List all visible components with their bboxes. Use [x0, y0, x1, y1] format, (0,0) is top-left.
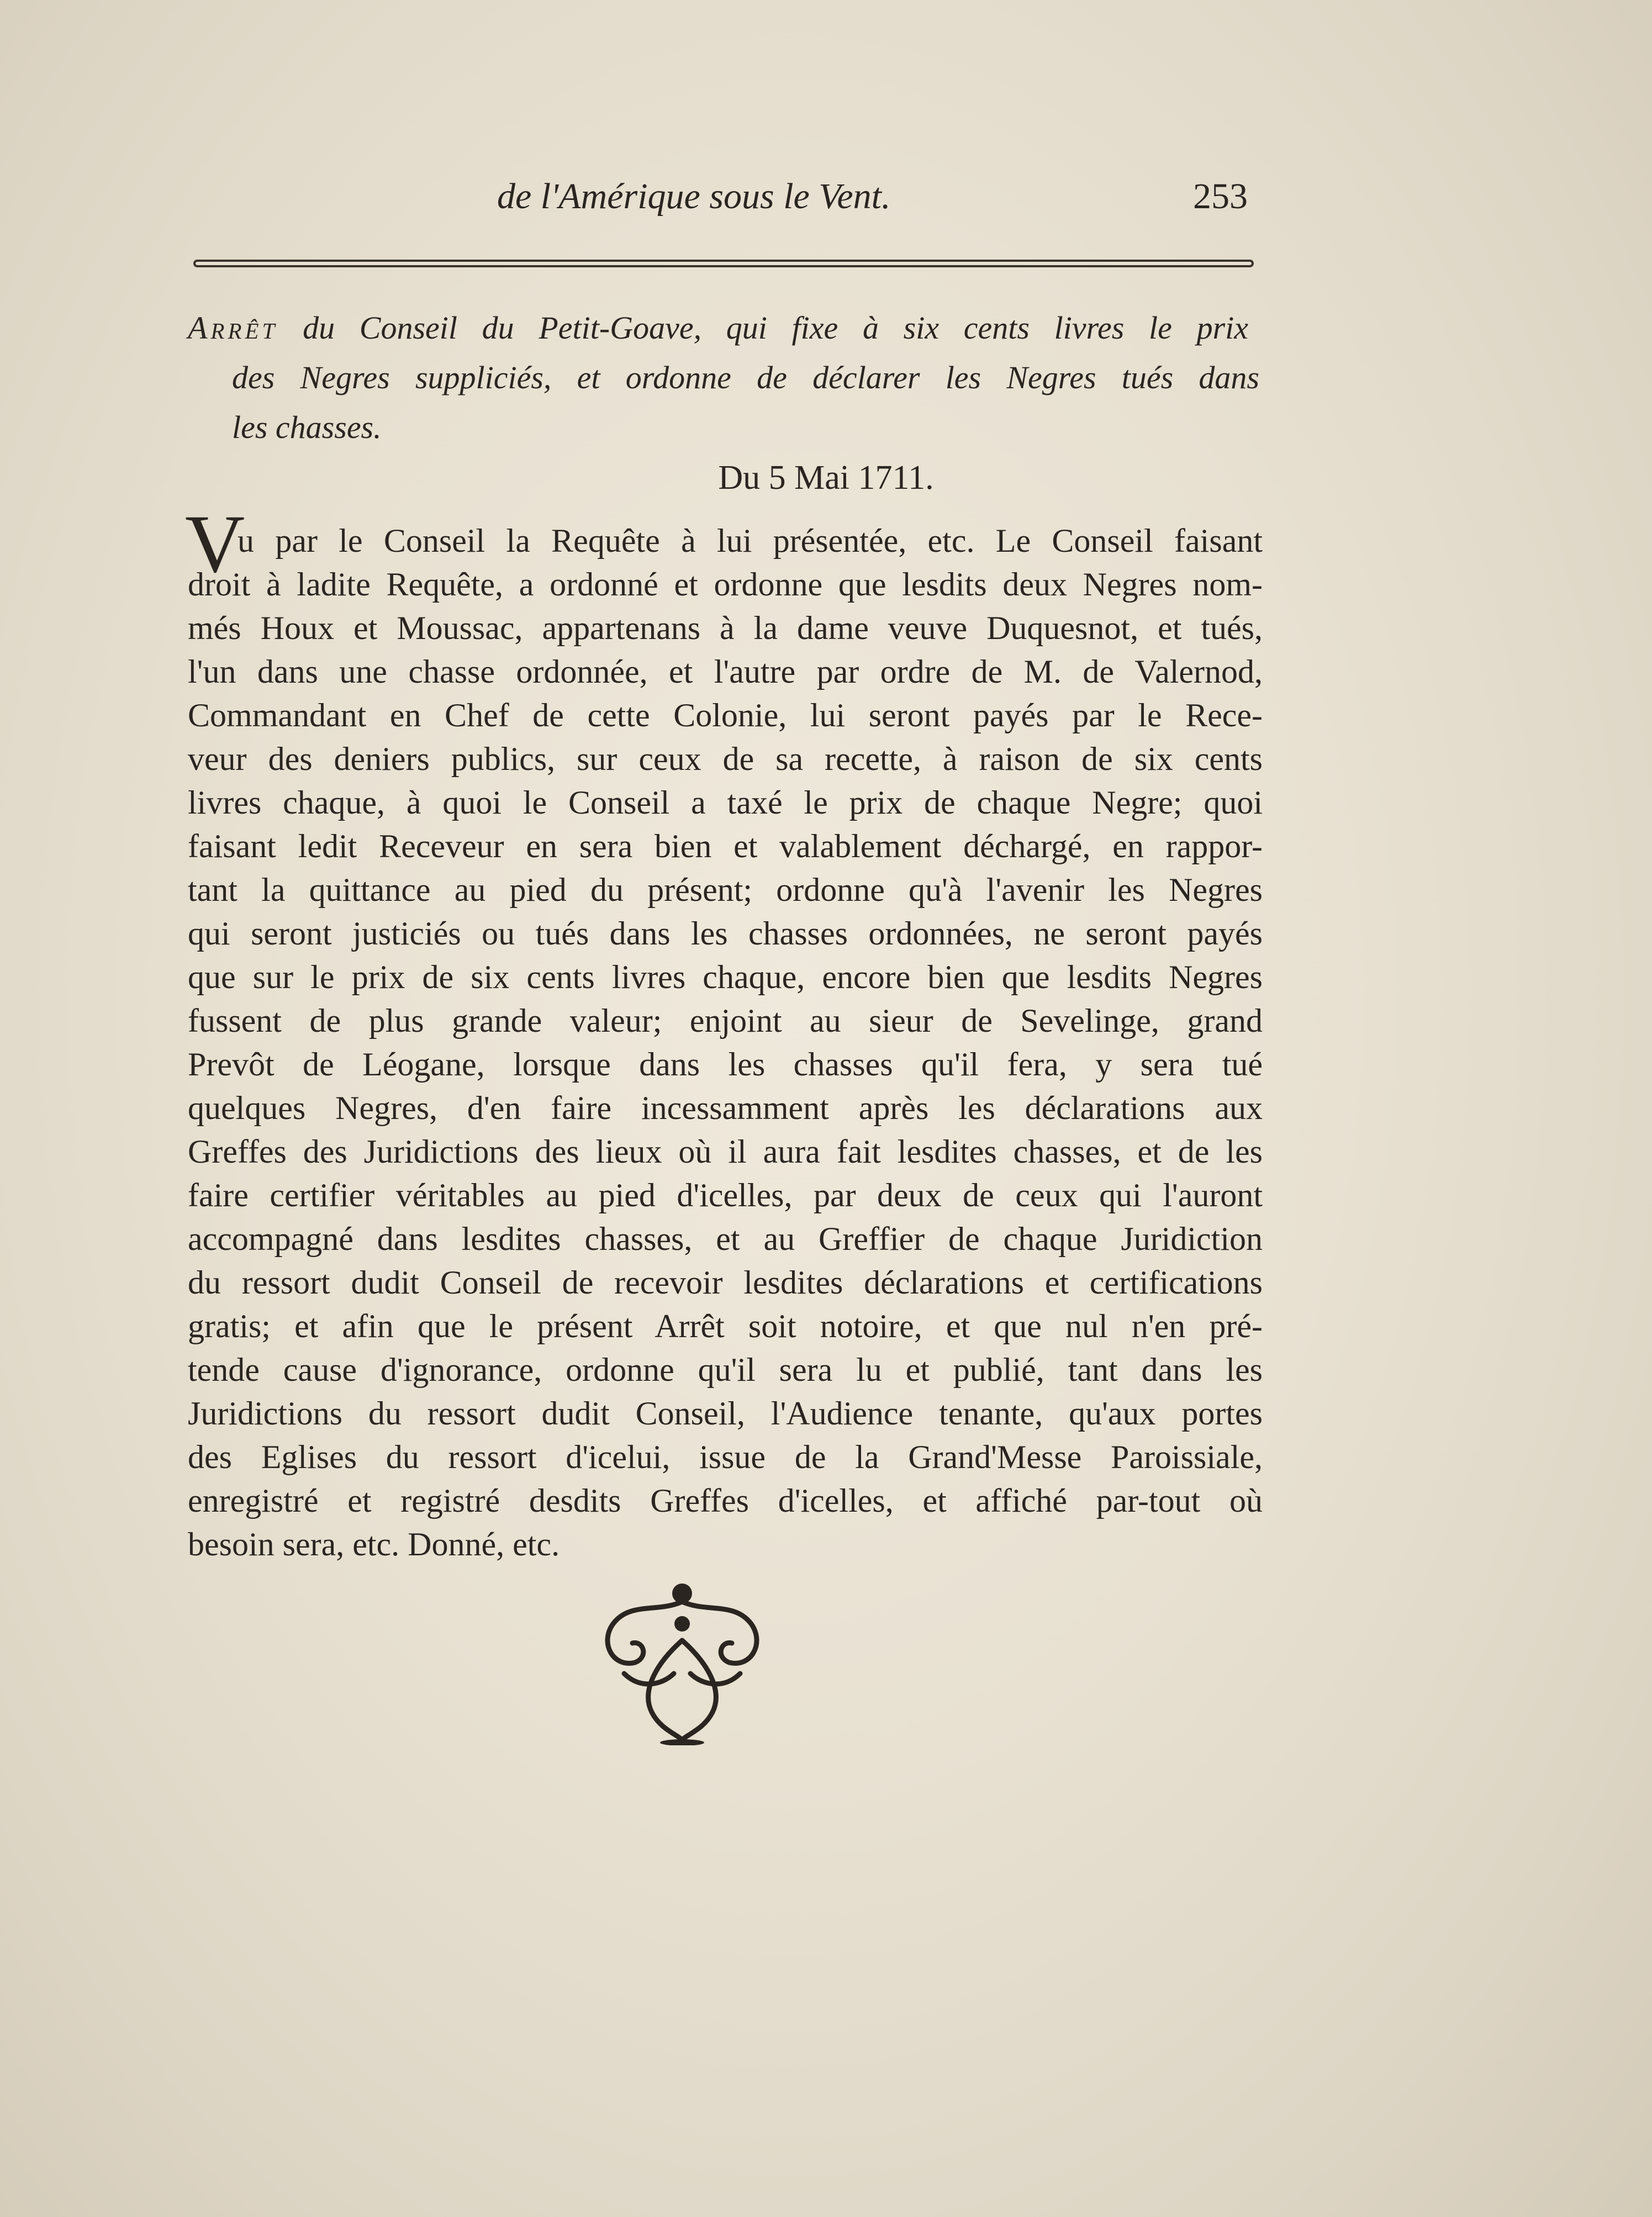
title-text: du Conseil du Petit-Goave, qui fixe à six cents livres le prix	[303, 310, 1249, 346]
body-line: tant la quittance au pied du présent; ordonne qu'à l'avenir les Negres	[188, 872, 1263, 908]
body-line: que sur le prix de six cents livres chaque, encore bien que lesdits Negres	[188, 959, 1263, 995]
body-line: fussent de plus grande valeur; enjoint au sieur de Sevelinge, grand	[188, 1002, 1263, 1039]
body-line: Commandant en Chef de cette Colonie, lui seront payés par le Rece-	[188, 697, 1263, 733]
body-line: qui seront justiciés ou tués dans les chasses ordonnées, ne seront payés	[188, 915, 1263, 952]
body-line: faire certifier véritables au pied d'icelles, par deux de ceux qui l'auront	[188, 1177, 1263, 1213]
body-line: Greffes des Juridictions des lieux où il aura fait lesdites chasses, et de les	[188, 1133, 1263, 1170]
body-line: des Eglises du ressort d'icelui, issue de la Grand'Messe Paroissiale,	[188, 1439, 1263, 1475]
header-rule	[193, 260, 1254, 267]
fleuron-ornament-icon	[591, 1580, 773, 1745]
body-line: du ressort dudit Conseil de recevoir lesdites déclarations et certifications	[188, 1264, 1263, 1301]
body-line: droit à ladite Requête, a ordonné et ordonne que lesdits deux Negres nom-	[188, 566, 1263, 603]
body-line: gratis; et afin que le présent Arrêt soit notoire, et que nul n'en pré-	[188, 1308, 1263, 1344]
running-head: de l'Amérique sous le Vent.	[497, 176, 891, 217]
body-line: faisant ledit Receveur en sera bien et valablement déchargé, en rappor-	[188, 828, 1263, 864]
body-line: livres chaque, à quoi le Conseil a taxé le prix de chaque Negre; quoi	[188, 784, 1263, 821]
body-line: quelques Negres, d'en faire incessamment après les déclarations aux	[188, 1090, 1263, 1126]
body-line: l'un dans une chasse ordonnée, et l'autre par ordre de M. de Valernod,	[188, 653, 1263, 690]
date-heading: Du 5 Mai 1711.	[718, 459, 934, 497]
body-line: accompagné dans lesdites chasses, et au Greffier de chaque Juridiction	[188, 1221, 1263, 1257]
title-lead: Arrêt	[188, 310, 278, 346]
body-line: més Houx et Moussac, appartenans à la dame veuve Duquesnot, et tués,	[188, 610, 1263, 646]
title-line	[188, 309, 1248, 346]
body-line: Prevôt de Léogane, lorsque dans les chasses qu'il fera, y sera tué	[188, 1046, 1263, 1083]
body-line: veur des deniers publics, sur ceux de sa recette, à raison de six cents	[188, 741, 1263, 777]
title-line: les chasses.	[232, 409, 382, 445]
body-line: tende cause d'ignorance, ordonne qu'il sera lu et publié, tant dans les	[188, 1352, 1263, 1388]
title-line: des Negres suppliciés, et ordonne de déclarer les Negres tués dans	[232, 360, 1259, 395]
body-line: besoin sera, etc. Donné, etc.	[188, 1526, 560, 1563]
body-line: u par le Conseil la Requête à lui présentée, etc. Le Conseil faisant	[237, 522, 1263, 559]
body-line: enregistré et registré desdits Greffes d'icelles, et affiché par-tout où	[188, 1482, 1263, 1519]
page-number: 253	[1193, 176, 1248, 217]
body-line: Juridictions du ressort dudit Conseil, l'Audience tenante, qu'aux portes	[188, 1395, 1263, 1432]
drop-cap: V	[185, 498, 245, 590]
